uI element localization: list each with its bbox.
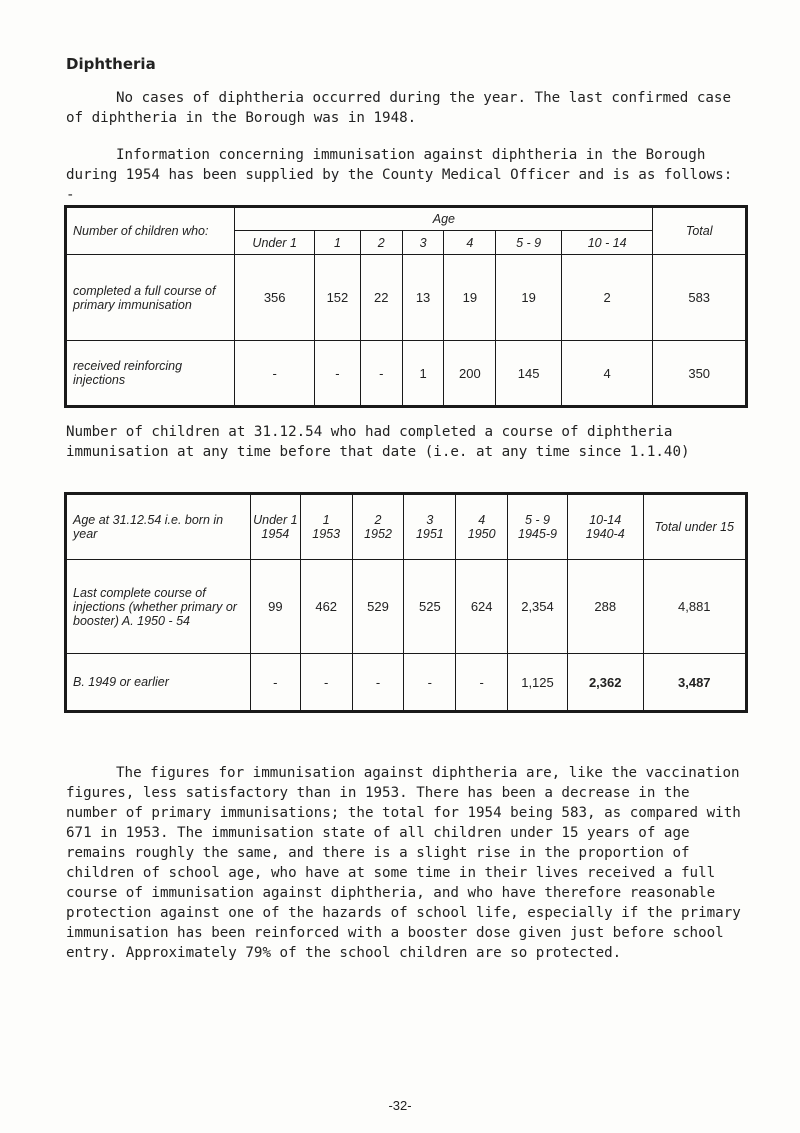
table-cell: 2: [561, 255, 652, 341]
table2-col-header: 2 1952: [352, 494, 404, 560]
table2-col-header: 5 - 9 1945-9: [508, 494, 568, 560]
table-cell: 525: [404, 560, 456, 654]
table-row: [66, 255, 747, 341]
table2-total-header: Total under 15: [643, 494, 746, 560]
table-row: [66, 560, 747, 654]
page-number: -32-: [388, 1098, 412, 1113]
table1-age-col: 4: [444, 231, 496, 255]
table-cell: 624: [456, 560, 508, 654]
table-cell: -: [456, 654, 508, 712]
table-cell: -: [250, 654, 300, 712]
table-cell: 4: [561, 341, 652, 407]
table1-age-col: 5 - 9: [496, 231, 562, 255]
table-cell: 200: [444, 341, 496, 407]
table-cell: 583: [653, 255, 747, 341]
table-cell: 350: [653, 341, 747, 407]
section-heading: Diphtheria: [66, 55, 156, 73]
table-cell: 2,362: [567, 654, 643, 712]
row-label: completed a full course of primary immunisation: [66, 255, 235, 341]
table-cell: 2,354: [508, 560, 568, 654]
table2-col-header: 1 1953: [300, 494, 352, 560]
paragraph-number-of-children: Number of children at 31.12.54 who had completed a course of diphtheria immunisation at any time before that date (i.e. at any time since 1.1.40): [66, 424, 690, 460]
table2-col-header: 10-14 1940-4: [567, 494, 643, 560]
table-cell: -: [300, 654, 352, 712]
paragraph-discussion: The figures for immunisation against diphtheria are, like the vaccination figures, less satisfactory than in 1953. There has been a decrease in the number of primary immunisations; the total for 1954 being 583, as compared with 671 in 1953. The immunisation state of all children under 15 years of age remains roughly the same, and there is a slight rise in the proportion of children of school age, who have at some time in their lives received a full course of immunisation against diphtheria, and who have therefore reasonable protection against one of the hazards of school life, especially if the primary immunisation has been reinforced with a booster dose given just before school entry. Approximately 79% of the school children are so protected.: [66, 765, 741, 961]
table-row: [66, 654, 747, 712]
table-cell: 152: [315, 255, 361, 341]
table-cell: 1: [402, 341, 444, 407]
table-cell: -: [404, 654, 456, 712]
immunisation-table-1954: [64, 205, 748, 408]
table1-age-header: Age: [235, 207, 653, 231]
table-row: [66, 341, 747, 407]
table1-corner-header: Number of children who:: [66, 207, 235, 255]
table-cell: 19: [496, 255, 562, 341]
table1-age-col: 1: [315, 231, 361, 255]
table-cell: -: [235, 341, 315, 407]
table-cell: 145: [496, 341, 562, 407]
row-label: received reinforcing injections: [66, 341, 235, 407]
table1-age-col: Under 1: [235, 231, 315, 255]
table2-col-header: 3 1951: [404, 494, 456, 560]
table-cell: 99: [250, 560, 300, 654]
table-cell: 13: [402, 255, 444, 341]
table-cell: 1,125: [508, 654, 568, 712]
table2-col-header: Under 1 1954: [250, 494, 300, 560]
table-cell: -: [315, 341, 361, 407]
table-cell: 19: [444, 255, 496, 341]
table-cell: 3,487: [643, 654, 746, 712]
table-cell: -: [352, 654, 404, 712]
table2-corner-header: Age at 31.12.54 i.e. born in year: [66, 494, 251, 560]
paragraph-no-cases: No cases of diphtheria occurred during the year. The last confirmed case of diphtheria in the Borough was in 1948.: [66, 90, 731, 126]
table-cell: 462: [300, 560, 352, 654]
table-cell: 288: [567, 560, 643, 654]
table1-age-col: 3: [402, 231, 444, 255]
paragraph-information: Information concerning immunisation against diphtheria in the Borough during 1954 has been supplied by the County Medical Officer and is as follows: -: [66, 147, 733, 203]
table-cell: 529: [352, 560, 404, 654]
table1-age-col: 2: [360, 231, 402, 255]
table2-col-header: 4 1950: [456, 494, 508, 560]
table1-total-header: Total: [653, 207, 747, 255]
row-label: B. 1949 or earlier: [66, 654, 251, 712]
table1-age-col: 10 - 14: [561, 231, 652, 255]
table-cell: 356: [235, 255, 315, 341]
table-cell: -: [360, 341, 402, 407]
immunisation-by-birth-year-table: [64, 492, 748, 713]
row-label: Last complete course of injections (whether primary or booster) A. 1950 - 54: [66, 560, 251, 654]
table-cell: 22: [360, 255, 402, 341]
table-cell: 4,881: [643, 560, 746, 654]
